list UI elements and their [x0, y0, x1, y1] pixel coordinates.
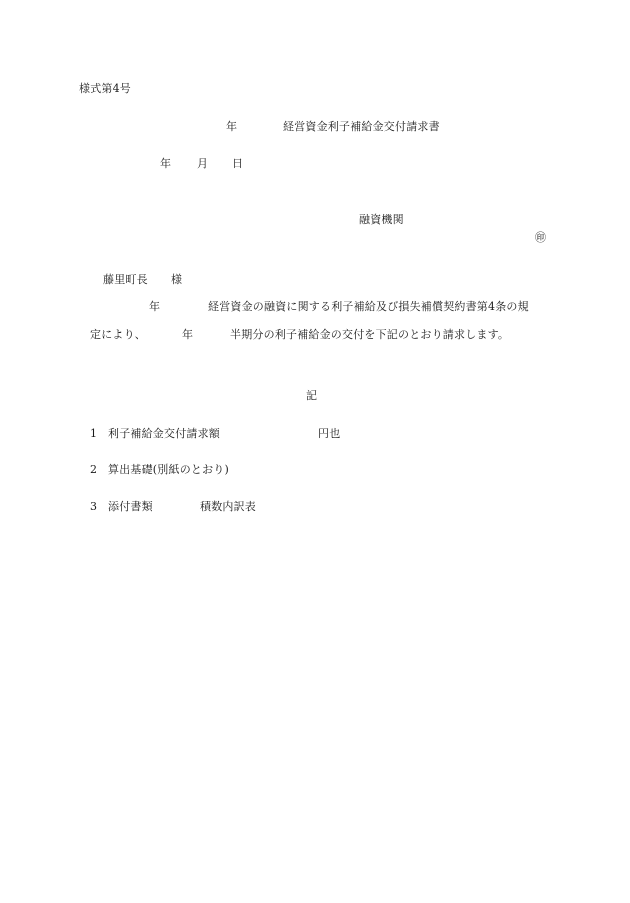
- item-1-label: 利子補給金交付請求額: [108, 427, 220, 440]
- body-line2-text: 半期分の利子補給金の交付を下記のとおり請求します。: [230, 328, 510, 341]
- body-line1-text: 経営資金の融資に関する利子補給及び損失補償契約書第4条の規: [208, 300, 529, 313]
- ki-heading: 記: [306, 389, 318, 402]
- seal-mark: ㊞: [535, 231, 547, 244]
- body-line2-start: 定により、: [90, 328, 146, 341]
- item-2-number: 2: [90, 463, 98, 476]
- date-year: 年: [160, 157, 172, 170]
- item-3-number: 3: [90, 500, 98, 513]
- item-3-label: 添付書類: [108, 500, 153, 513]
- item-1-number: 1: [90, 427, 98, 440]
- body-line2-year: 年: [182, 328, 194, 341]
- title-year-label: 年: [226, 120, 238, 133]
- item-3-value: 積数内訳表: [200, 500, 256, 513]
- document-title: 経営資金利子補給金交付請求書: [283, 120, 440, 133]
- date-month: 月: [197, 157, 209, 170]
- item-2-label: 算出基礎(別紙のとおり): [108, 463, 229, 476]
- body-line1-year: 年: [149, 300, 161, 313]
- addressee-name: 藤里町長: [103, 273, 148, 286]
- lender-label: 融資機関: [359, 213, 404, 226]
- form-number: 様式第4号: [79, 82, 131, 95]
- item-1-value: 円也: [318, 427, 341, 440]
- addressee-honorific: 様: [171, 273, 183, 286]
- date-day: 日: [232, 157, 244, 170]
